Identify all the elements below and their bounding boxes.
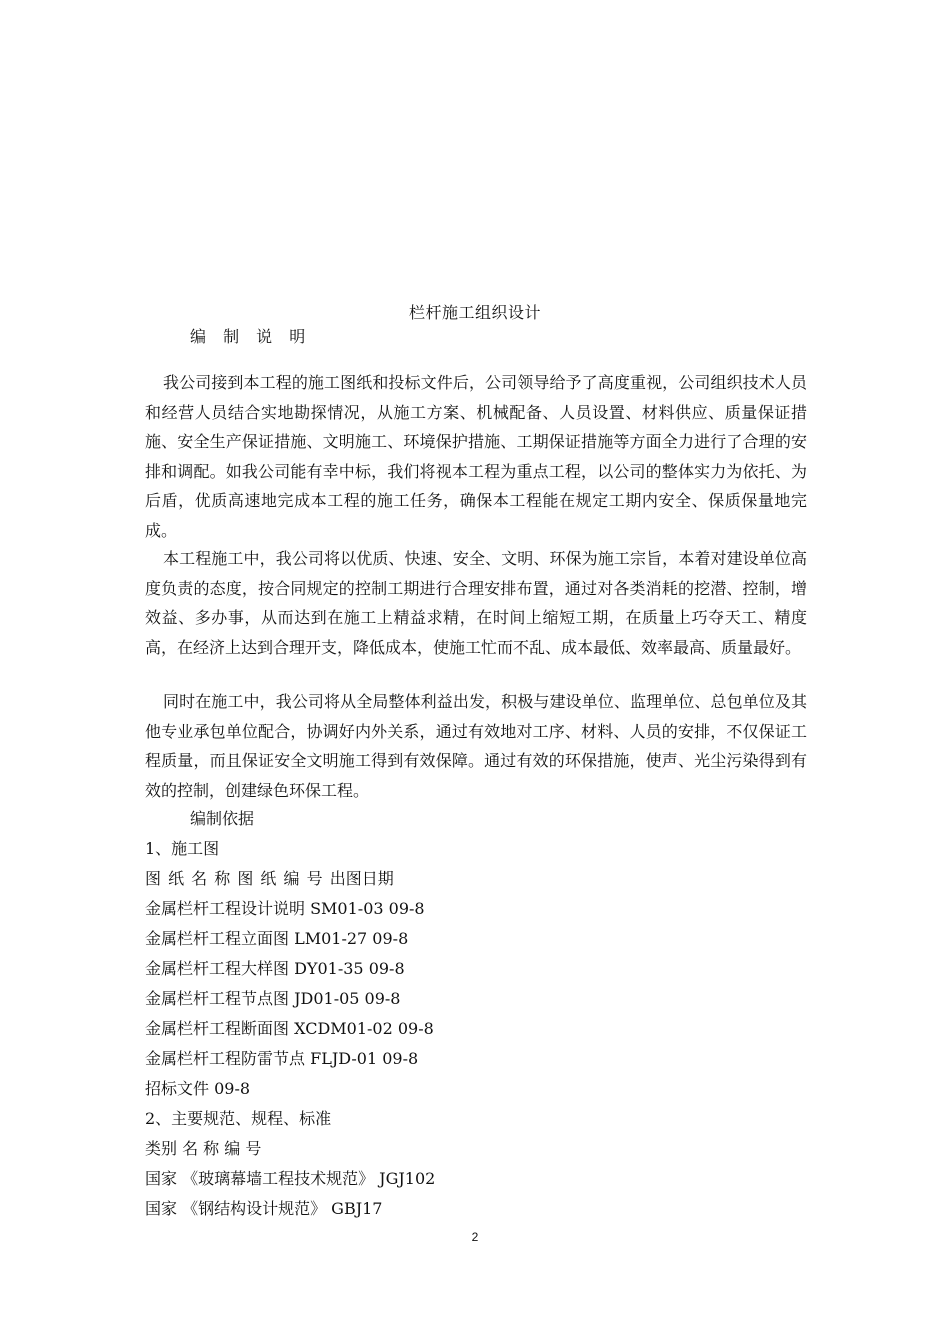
list-item: 金属栏杆工程断面图 XCDM01-02 09-8 bbox=[145, 1019, 434, 1038]
list-item: 国家 《玻璃幕墙工程技术规范》 JGJ102 bbox=[145, 1169, 436, 1188]
page-number: 2 bbox=[471, 1230, 479, 1244]
section-heading-basis: 编制依据 bbox=[190, 809, 255, 828]
list-item: 金属栏杆工程设计说明 SM01-03 09-8 bbox=[145, 899, 425, 918]
document-title: 栏杆施工组织设计 bbox=[408, 303, 541, 322]
paragraph-3: 同时在施工中，我公司将从全局整体利益出发，积极与建设单位、监理单位、总包单位及其他专业承包单位配合，协调好内外关系，通过有效地对工序、材料、人员的安排，不仅保证工程质量，而且保证安全文明施工得到有效保障。通过有效的环保措施，使声、光尘污染得到有效的控制，创建绿色环保工程。 bbox=[145, 692, 807, 800]
paragraph-1: 我公司接到本工程的施工图纸和投标文件后，公司领导给予了高度重视，公司组织技术人员和经营人员结合实地勘探情况，从施工方案、机械配备、人员设置、材料供应、质量保证措施、安全生产保证措施、文明施工、环境保护措施、工期保证措施等方面全力进行了合理的安排和调配。如我公司能有幸中标，我们将视本工程为重点工程，以公司的整体实力为依托、为后盾，优质高速地完成本工程的施工任务，确保本工程能在规定工期内安全、保质保量地完成。 bbox=[145, 373, 807, 540]
list-item: 金属栏杆工程节点图 JD01-05 09-8 bbox=[145, 989, 401, 1008]
list-item: 招标文件 09-8 bbox=[145, 1079, 251, 1098]
section-heading-compilation-notes: 编 制 说 明 bbox=[190, 327, 312, 346]
paragraph-2: 本工程施工中，我公司将以优质、快速、安全、文明、环保为施工宗旨，本着对建设单位高度负责的态度，按合同规定的控制工期进行合理安排布置，通过对各类消耗的挖潜、控制，增效益、多办事，从而达到在施工上精益求精，在时间上缩短工期，在质量上巧夺天工、精度高，在经济上达到合理开支，降低成本，使施工忙而不乱、成本最低、效率最高、质量最好。 bbox=[145, 549, 807, 657]
list-item: 金属栏杆工程立面图 LM01-27 09-8 bbox=[145, 929, 409, 948]
list-item: 国家 《钢结构设计规范》 GBJ17 bbox=[145, 1199, 383, 1218]
list-item: 图 纸 名 称 图 纸 编 号 出图日期 bbox=[145, 869, 394, 888]
list-item: 类别 名 称 编 号 bbox=[145, 1139, 262, 1158]
list-item: 1、施工图 bbox=[145, 839, 220, 858]
list-item: 金属栏杆工程防雷节点 FLJD-01 09-8 bbox=[145, 1049, 419, 1068]
list-item: 2、主要规范、规程、标准 bbox=[145, 1109, 332, 1128]
list-item: 金属栏杆工程大样图 DY01-35 09-8 bbox=[145, 959, 405, 978]
